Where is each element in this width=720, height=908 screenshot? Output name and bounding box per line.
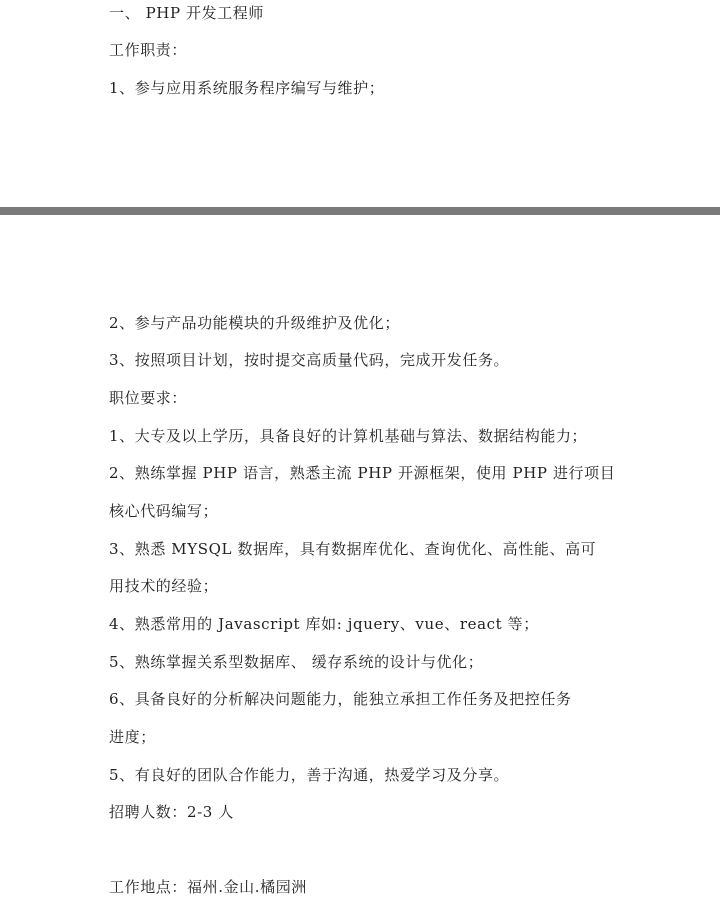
requirement-item-5: 5、熟练掌握关系型数据库、 缓存系统的设计与优化；	[109, 653, 484, 671]
requirement-item-3-line-2: 用技术的经验；	[109, 577, 219, 595]
duty-item-3: 3、按照项目计划，按时提交高质量代码，完成开发任务。	[109, 351, 510, 369]
duties-heading: 工作职责：	[109, 41, 188, 59]
work-location: 工作地点：福州.金山.橘园洲	[109, 878, 307, 896]
job-title: 一、 PHP 开发工程师	[109, 4, 265, 22]
requirement-item-6-line-2: 进度；	[109, 728, 156, 746]
duty-item-1: 1、参与应用系统服务程序编写与维护；	[109, 79, 385, 97]
page-break-divider	[0, 207, 720, 215]
requirement-item-3-line-1: 3、熟悉 MYSQL 数据库，具有数据库优化、查询优化、高性能、高可	[109, 540, 597, 558]
requirement-item-2-line-2: 核心代码编写；	[109, 502, 219, 520]
requirements-heading: 职位要求：	[109, 389, 188, 407]
requirement-item-6-line-1: 6、具备良好的分析解决问题能力，能独立承担工作任务及把控任务	[109, 690, 572, 708]
requirement-item-7: 5、有良好的团队合作能力，善于沟通，热爱学习及分享。	[109, 766, 510, 784]
requirement-item-1: 1、大专及以上学历，具备良好的计算机基础与算法、数据结构能力；	[109, 427, 588, 445]
requirement-item-2-line-1: 2、熟练掌握 PHP 语言，熟悉主流 PHP 开源框架，使用 PHP 进行项目	[109, 464, 616, 482]
headcount: 招聘人数：2-3 人	[109, 803, 234, 821]
duty-item-2: 2、参与产品功能模块的升级维护及优化；	[109, 314, 400, 332]
requirement-item-4: 4、熟悉常用的 Javascript 库如: jquery、vue、react 等；	[109, 615, 539, 633]
